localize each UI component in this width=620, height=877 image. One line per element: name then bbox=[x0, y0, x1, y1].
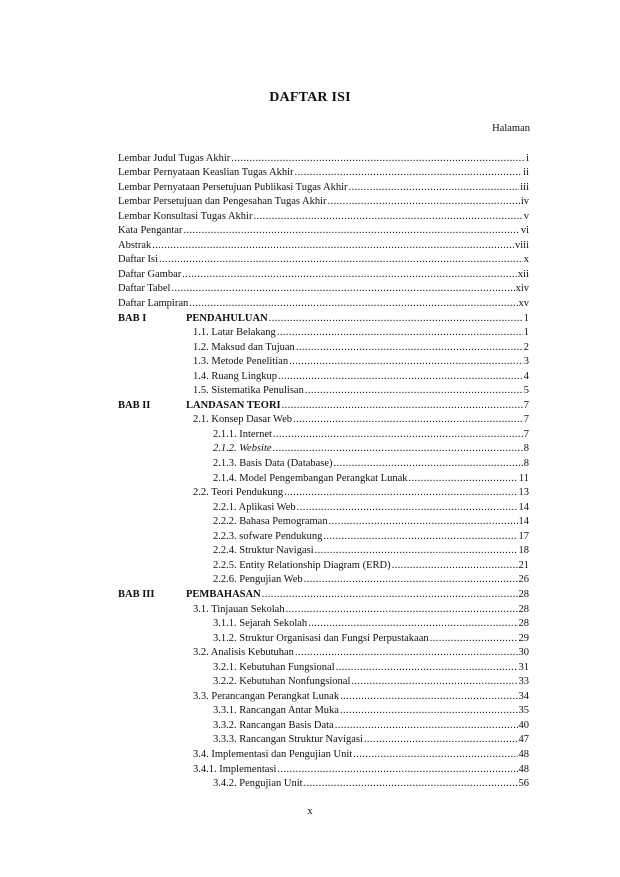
toc-entry bbox=[118, 237, 529, 252]
dot-leader bbox=[329, 516, 518, 528]
toc-page-number: 7 bbox=[523, 428, 529, 440]
dot-leader bbox=[273, 443, 523, 455]
toc-entry bbox=[118, 339, 529, 354]
dot-leader bbox=[277, 764, 517, 776]
toc-entry bbox=[118, 761, 529, 776]
toc-page-number: 28 bbox=[518, 618, 529, 630]
toc-entry bbox=[118, 557, 529, 572]
toc-entry bbox=[118, 616, 529, 631]
toc-entry-title: 2.2.4. Struktur Navigasi bbox=[213, 545, 314, 557]
toc-entry bbox=[118, 688, 529, 703]
toc-page-number: 35 bbox=[518, 705, 529, 717]
toc-entry bbox=[118, 586, 529, 601]
toc-entry bbox=[118, 543, 529, 558]
toc-entry bbox=[118, 354, 529, 369]
toc-entry-title: 3.1. Tinjauan Sekolah bbox=[193, 603, 285, 615]
toc-entry bbox=[118, 674, 529, 689]
toc-entry bbox=[118, 426, 529, 441]
toc-entry bbox=[118, 383, 529, 398]
toc-entry-title: 3.1.1. Sejarah Sekolah bbox=[213, 618, 308, 630]
toc-entry-title: 3.2.1. Kebutuhan Fungsional bbox=[213, 661, 335, 673]
toc-page-number: viii bbox=[514, 239, 529, 251]
dot-leader bbox=[308, 618, 517, 630]
dot-leader bbox=[364, 734, 518, 746]
toc-entry bbox=[118, 252, 529, 267]
toc-entry-title: 1.5. Sistematika Penulisan bbox=[193, 385, 304, 397]
toc-page-number: 40 bbox=[518, 719, 529, 731]
toc-entry bbox=[118, 441, 529, 456]
dot-leader bbox=[295, 647, 518, 659]
toc-entry-title: 2.2.5. Entity Relationship Diagram (ERD) bbox=[213, 559, 391, 571]
toc-entry bbox=[118, 208, 529, 223]
toc-entry-title: 2.2.1. Aplikasi Web bbox=[213, 501, 296, 513]
toc-entry-title: 3.3.3. Rancangan Struktur Navigasi bbox=[213, 734, 363, 746]
dot-leader bbox=[334, 458, 523, 470]
toc-entry bbox=[118, 310, 529, 325]
dot-leader bbox=[297, 502, 518, 514]
toc-entry-title: LANDASAN TEORI bbox=[186, 399, 281, 411]
chapter-code: BAB I bbox=[118, 312, 147, 324]
toc-page-number: 17 bbox=[518, 530, 529, 542]
toc-entry-title: Daftar Tabel bbox=[118, 283, 171, 295]
toc-page-number: 30 bbox=[518, 647, 529, 659]
toc-page-number: 14 bbox=[518, 516, 529, 528]
dot-leader bbox=[409, 473, 518, 485]
toc-entry-title: 1.1. Latar Belakang bbox=[193, 327, 276, 339]
toc-page-number: xv bbox=[518, 298, 529, 310]
toc-page-number: 8 bbox=[523, 458, 529, 470]
toc-entry-title: 3.3.2. Rancangan Basis Data bbox=[213, 719, 334, 731]
footer-page-number: x bbox=[307, 806, 313, 817]
toc-entry bbox=[118, 295, 529, 310]
toc-entry-title: Kata Pengantar bbox=[118, 225, 183, 237]
dot-leader bbox=[278, 371, 523, 383]
toc-page-number: 7 bbox=[523, 399, 529, 411]
toc-page-number: 11 bbox=[518, 472, 529, 484]
toc-entry-title: 3.4. Implementasi dan Pengujian Unit bbox=[193, 748, 353, 760]
toc-entry bbox=[118, 645, 529, 660]
toc-page-number: 8 bbox=[523, 443, 529, 455]
dot-leader bbox=[273, 429, 523, 441]
toc-page-number: 14 bbox=[518, 501, 529, 513]
toc-entry-title: Daftar Lampiran bbox=[118, 298, 189, 310]
dot-leader bbox=[340, 691, 517, 703]
toc-entry-title: Lembar Persetujuan dan Pengesahan Tugas Akhir bbox=[118, 196, 327, 208]
toc-entry-title: Lembar Pernyataan Persetujuan Publikasi Tugas Akhir bbox=[118, 181, 348, 193]
toc-entry bbox=[118, 325, 529, 340]
toc-entry bbox=[118, 179, 529, 194]
toc-entry-title: 1.4. Ruang Lingkup bbox=[193, 370, 277, 382]
dot-leader bbox=[305, 385, 523, 397]
toc-page-number: 28 bbox=[518, 588, 529, 600]
dot-leader bbox=[284, 487, 517, 499]
dot-leader bbox=[304, 778, 518, 790]
toc-page-number: v bbox=[523, 210, 529, 222]
toc-entry bbox=[118, 150, 529, 165]
toc-entry bbox=[118, 194, 529, 209]
dot-leader bbox=[289, 356, 523, 368]
toc-entry bbox=[118, 776, 529, 791]
toc-page-number: 33 bbox=[518, 676, 529, 688]
dot-leader bbox=[351, 676, 517, 688]
toc-page-number: 56 bbox=[518, 778, 529, 790]
dot-leader bbox=[293, 414, 523, 426]
toc-entry-title: Lembar Judul Tugas Akhir bbox=[118, 152, 231, 164]
toc-page-number: xiv bbox=[515, 283, 529, 295]
chapter-code: BAB III bbox=[118, 588, 155, 600]
dot-leader bbox=[183, 225, 519, 237]
toc-page-number: 3 bbox=[523, 356, 529, 368]
toc-entry-title: 2.2. Teori Pendukung bbox=[193, 487, 284, 499]
toc-entry-title: 2.1.1. Internet bbox=[213, 428, 272, 440]
dot-leader bbox=[262, 589, 518, 601]
toc-entry-title: 2.1.2. Website bbox=[213, 443, 272, 455]
toc-page-number: vi bbox=[520, 225, 529, 237]
dot-leader bbox=[253, 211, 522, 223]
toc-entry bbox=[118, 601, 529, 616]
toc-entry bbox=[118, 717, 529, 732]
toc-entry bbox=[118, 572, 529, 587]
dot-leader bbox=[340, 705, 518, 717]
dot-leader bbox=[335, 720, 518, 732]
toc-entry bbox=[118, 223, 529, 238]
toc-page-number: 21 bbox=[518, 559, 529, 571]
toc-page-number: 5 bbox=[523, 385, 529, 397]
toc-entry bbox=[118, 397, 529, 412]
toc-page-number: 2 bbox=[523, 341, 529, 353]
dot-leader bbox=[430, 633, 518, 645]
dot-leader bbox=[295, 167, 523, 179]
toc-entry-title: 2.2.2. Bahasa Pemograman bbox=[213, 516, 328, 528]
toc-page-number: 31 bbox=[518, 661, 529, 673]
toc-page-number: 34 bbox=[518, 690, 529, 702]
toc-page-number: 7 bbox=[523, 414, 529, 426]
toc-entry bbox=[118, 281, 529, 296]
toc-entry bbox=[118, 165, 529, 180]
toc-page-number: 18 bbox=[518, 545, 529, 557]
toc-entry-title: 2.1.3. Basis Data (Database) bbox=[213, 458, 333, 470]
toc-entry-title: 3.3.1. Rancangan Antar Muka bbox=[213, 705, 339, 717]
toc-entry-title: Lembar Konsultasi Tugas Akhir bbox=[118, 210, 253, 222]
toc-entry-title: 3.3. Perancangan Perangkat Lunak bbox=[193, 690, 340, 702]
toc-page-number: iv bbox=[520, 196, 529, 208]
dot-leader bbox=[349, 182, 520, 194]
toc-entry-title: 2.1. Konsep Dasar Web bbox=[193, 414, 292, 426]
toc-entry-title: Daftar Isi bbox=[118, 254, 158, 266]
toc-page-number: 47 bbox=[518, 734, 529, 746]
toc-entry bbox=[118, 528, 529, 543]
toc-entry bbox=[118, 732, 529, 747]
dot-leader bbox=[152, 240, 514, 252]
toc-entry bbox=[118, 412, 529, 427]
toc-entry bbox=[118, 485, 529, 500]
dot-leader bbox=[171, 283, 514, 295]
toc-page-number: ii bbox=[523, 167, 529, 179]
toc-page-number: 1 bbox=[523, 327, 529, 339]
toc-entry-title: 1.3. Metode Penelitian bbox=[193, 356, 289, 368]
toc-page-number: 13 bbox=[518, 487, 529, 499]
dot-leader bbox=[282, 400, 523, 412]
toc-page-number: 48 bbox=[518, 763, 529, 775]
dot-leader bbox=[328, 196, 520, 208]
toc-entry-title: 2.2.3. sofware Pendukung bbox=[213, 530, 323, 542]
dot-leader bbox=[231, 153, 525, 165]
toc-entry-title: 3.4.1. Implementasi bbox=[193, 763, 277, 775]
dot-leader bbox=[286, 604, 518, 616]
toc-entry-title: Lembar Pernyataan Keaslian Tugas Akhir bbox=[118, 167, 294, 179]
toc-entry-title: Abstrak bbox=[118, 239, 152, 251]
dot-leader bbox=[189, 298, 517, 310]
dot-leader bbox=[323, 531, 517, 543]
toc-entry bbox=[118, 659, 529, 674]
toc-entry bbox=[118, 470, 529, 485]
dot-leader bbox=[159, 254, 523, 266]
toc-entry-title: 2.2.6. Pengujian Web bbox=[213, 574, 303, 586]
toc-page-number: xii bbox=[517, 268, 529, 280]
toc-page-number: iii bbox=[520, 181, 529, 193]
toc-entry-title: PENDAHULUAN bbox=[186, 312, 268, 324]
toc-page-number: 29 bbox=[518, 632, 529, 644]
dot-leader bbox=[182, 269, 517, 281]
dot-leader bbox=[315, 545, 518, 557]
chapter-code: BAB II bbox=[118, 399, 151, 411]
toc-page-number: 4 bbox=[523, 370, 529, 382]
toc-entry-title: PEMBAHASAN bbox=[186, 588, 261, 600]
toc-entry-title: 3.2. Analisis Kebutuhan bbox=[193, 647, 294, 659]
page-title: DAFTAR ISI bbox=[269, 90, 351, 105]
dot-leader bbox=[277, 327, 523, 339]
toc-entry bbox=[118, 368, 529, 383]
toc-entry-title: 2.1.4. Model Pengembangan Perangkat Lunak bbox=[213, 472, 408, 484]
toc-entry bbox=[118, 455, 529, 470]
toc-entry bbox=[118, 630, 529, 645]
dot-leader bbox=[304, 574, 518, 586]
dot-leader bbox=[392, 560, 518, 572]
toc-page-number: 48 bbox=[518, 748, 529, 760]
toc-entry-title: 3.2.2. Kebutuhan Nonfungsional bbox=[213, 676, 351, 688]
toc-entry bbox=[118, 266, 529, 281]
halaman-label: Halaman bbox=[492, 123, 530, 134]
toc-page-number: x bbox=[523, 254, 529, 266]
toc-page-number: i bbox=[526, 152, 529, 164]
toc-entry-title: 1.2. Maksud dan Tujuan bbox=[193, 341, 295, 353]
toc-entry-title: 3.4.2. Pengujian Unit bbox=[213, 778, 303, 790]
table-of-contents bbox=[118, 150, 529, 790]
dot-leader bbox=[296, 342, 523, 354]
toc-page-number: 28 bbox=[518, 603, 529, 615]
dot-leader bbox=[336, 662, 518, 674]
dot-leader bbox=[269, 313, 523, 325]
toc-entry bbox=[118, 499, 529, 514]
toc-page-number: 1 bbox=[523, 312, 529, 324]
toc-entry-title: 3.1.2. Struktur Organisasi dan Fungsi Perpustakaan bbox=[213, 632, 429, 644]
toc-entry bbox=[118, 514, 529, 529]
dot-leader bbox=[353, 749, 517, 761]
toc-entry bbox=[118, 703, 529, 718]
toc-entry-title: Daftar Gambar bbox=[118, 268, 182, 280]
toc-page-number: 26 bbox=[518, 574, 529, 586]
toc-entry bbox=[118, 746, 529, 761]
